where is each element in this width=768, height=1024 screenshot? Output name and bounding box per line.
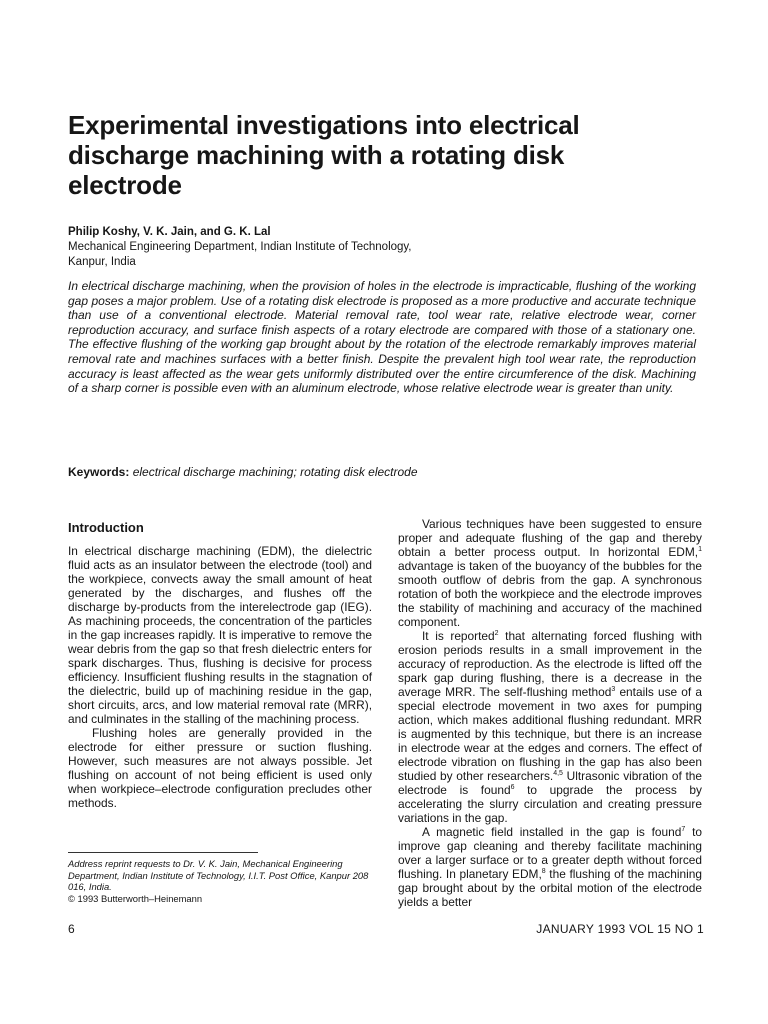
reference-marker: 7 bbox=[681, 826, 686, 834]
intro-paragraph-2: Flushing holes are generally provided in the electrode for either pressure or suction flushing. However, such measures are not always possible. Jet flushing on account of not being efficient is used only when workpiece–electrode configuration precludes other methods. bbox=[68, 726, 372, 810]
affiliation-line-2: Kanpur, India bbox=[68, 256, 136, 268]
keywords-text: electrical discharge machining; rotating disk electrode bbox=[132, 465, 418, 479]
reference-marker: 6 bbox=[510, 784, 515, 792]
footnote-divider bbox=[68, 852, 258, 853]
text-run: Ultrasonic vibration of the electrode is found bbox=[398, 769, 703, 797]
author-block bbox=[68, 225, 708, 270]
right-paragraph-2 bbox=[398, 629, 702, 825]
journal-issue-info: JANUARY 1993 VOL 15 NO 1 bbox=[536, 922, 704, 936]
footnote-address: Address reprint requests to Dr. V. K. Jain, Mechanical Engineering Department, Indian Institute of Technology, I.I.T. Post Office, Kanpur 208 016, India. bbox=[68, 858, 369, 893]
text-run: Various techniques have been suggested to ensure proper and adequate flushing of the gap and thereby obtain a better process output. In horizontal EDM, bbox=[398, 517, 702, 559]
text-run: that alternating forced flushing with erosion periods results in a small improvement in the accuracy of reproduction. As the electrode is lifted off the spark gap during flushing, there is a decrease in the average MRR. The self-flushing method bbox=[398, 629, 703, 699]
intro-paragraph-1: In electrical discharge machining (EDM), the dielectric fluid acts as an insulator between the electrode (tool) and the workpiece, convects away the small amount of heat generated by the discharges, and flushes off the discharge by-products from the interelectrode gap (IEG). As machining proceeds, the concentration of the particles in the gap increases rapidly. It is imperative to remove the wear debris from the gap so that fresh dielectric enters for spark discharges. Thus, flushing is decisive for process efficiency. Insufficient flushing results in the stagnation of the dielectric, build up of machining residue in the gap, short circuits, arcs, and low material removal rate (MRR), and culminates in the stalling of the machining process. bbox=[68, 544, 373, 726]
text-run: It is reported bbox=[422, 629, 495, 643]
reference-marker: 8 bbox=[541, 868, 546, 876]
section-heading-introduction: Introduction bbox=[68, 520, 144, 535]
text-run: advantage is taken of the buoyancy of the bubbles for the smooth outflow of debris from the gap. A synchronous rotation of both the workpiece and the electrode improves the stability of machining and accuracy of the machined component. bbox=[398, 559, 702, 629]
copyright-line: © 1993 Butterworth–Heinemann bbox=[68, 892, 203, 904]
abstract: In electrical discharge machining, when the provision of holes in the electrode is impracticable, flushing of the working gap poses a major problem. Use of a rotating disk electrode is proposed as a more productive and accurate technique than use of a conventional electrode. Material removal rate, tool wear rate, relative electrode wear, corner reproduction accuracy, and surface finish aspects of a rotary electrode are compared with those of a stationary one. The effective flushing of the working gap brought about by the rotation of the electrode remarkably improves material removal rate and machines surfaces with a better finish. Despite the prevalent high tool wear rate, the reproduction accuracy is least affected as the wear gets uniformly distributed over the entire circumference of the disk. Machining of a sharp corner is possible even with an aluminum electrode, whose relative electrode wear is greater than unity. bbox=[68, 279, 696, 396]
keywords bbox=[68, 465, 708, 480]
reference-marker: 4,5 bbox=[553, 770, 563, 778]
keywords-label: Keywords: bbox=[68, 465, 130, 479]
footnote bbox=[68, 858, 378, 904]
article-title: Experimental investigations into electrical discharge machining with a rotating disk electrode bbox=[68, 110, 580, 200]
text-run: entails use of a special electrode movement in two axes for pumping action, which makes additional flushing redundant. MRR is augmented by this technique, but there is an increase in electrode wear at the edges and corners. The effect of electrode vibration on flushing in the gap has also been studied by other researchers. bbox=[398, 685, 702, 783]
text-run: to improve gap cleaning and thereby facilitate machining over a larger surface or to a greater depth without forced flushing. In planetary EDM, bbox=[398, 825, 702, 881]
text-run: the flushing of the machining gap brought about by the orbital motion of the electrode yields a better bbox=[398, 867, 702, 909]
text-run: to upgrade the process by accelerating the slurry circulation and creating pressure variations in the gap. bbox=[398, 783, 702, 825]
text-run: A magnetic field installed in the gap is found bbox=[422, 825, 682, 839]
right-paragraph-1 bbox=[398, 517, 702, 629]
page-number: 6 bbox=[68, 922, 75, 936]
left-column bbox=[68, 518, 372, 810]
reference-marker: 3 bbox=[611, 686, 616, 694]
reference-marker: 1 bbox=[698, 546, 702, 554]
affiliation-line-1: Mechanical Engineering Department, Indian Institute of Technology, bbox=[68, 241, 412, 253]
right-column bbox=[398, 517, 702, 909]
reference-marker: 2 bbox=[494, 630, 499, 638]
author-names: Philip Koshy, V. K. Jain, and G. K. Lal bbox=[68, 226, 271, 238]
right-paragraph-3 bbox=[398, 825, 702, 909]
